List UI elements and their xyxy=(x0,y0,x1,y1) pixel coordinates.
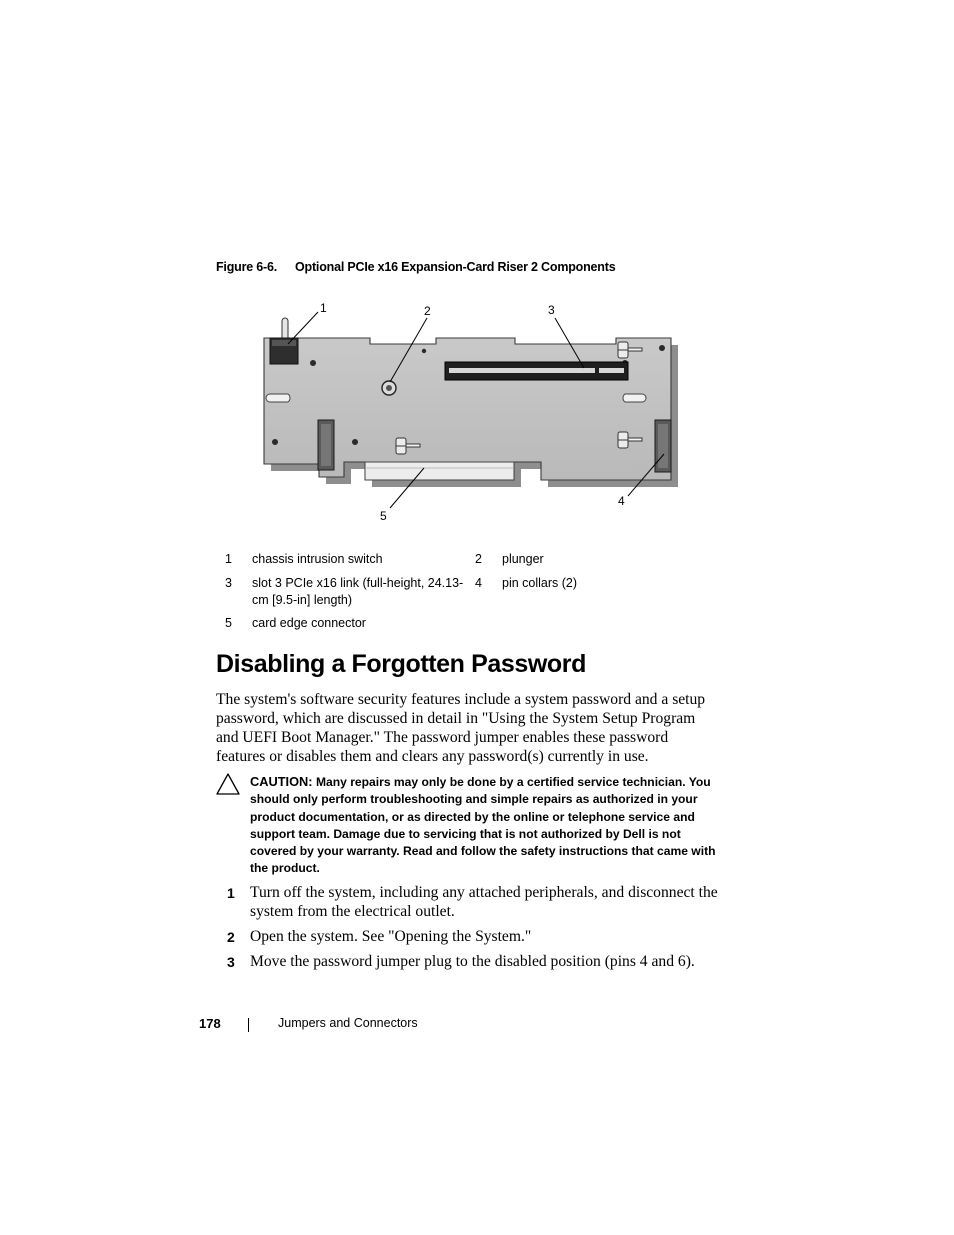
legend-text: chassis intrusion switch xyxy=(252,552,383,566)
callout-2: 2 xyxy=(424,304,431,318)
chassis-intrusion-switch xyxy=(270,318,298,364)
figure-caption xyxy=(216,260,615,274)
caution-note xyxy=(250,773,725,878)
legend-text: slot 3 PCIe x16 link (full-height, 24.13-cm [9.5-in] length) xyxy=(252,576,464,607)
callout-3: 3 xyxy=(548,303,555,317)
figure-number: Figure 6-6. xyxy=(216,260,278,274)
step-text: Turn off the system, including any attached peripherals, and disconnect the system from the electrical outlet. xyxy=(250,884,718,920)
legend-text: plunger xyxy=(502,552,544,566)
legend-number: 1 xyxy=(225,552,232,566)
legend-number: 5 xyxy=(225,616,232,630)
caution-icon xyxy=(216,773,240,795)
intro-paragraph: The system's software security features include a system password and a setup password, which are discussed in detail in "Using the System Setup Program and UEFI Boot Manager." The password jumper enables these password features or disables them and clears any password(s) currently in use. xyxy=(216,691,706,765)
step-text: Move the password jumper plug to the disabled position (pins 4 and 6). xyxy=(250,953,695,970)
legend-number: 4 xyxy=(475,576,482,590)
figure-title: Optional PCIe x16 Expansion-Card Riser 2 Components xyxy=(295,260,616,274)
step-number: 3 xyxy=(227,954,235,970)
legend-number: 2 xyxy=(475,552,482,566)
step-number: 2 xyxy=(227,929,235,945)
pcie-x16-slot xyxy=(445,362,628,380)
card-edge-connector xyxy=(365,462,514,480)
section-heading: Disabling a Forgotten Password xyxy=(216,650,586,678)
callout-1: 1 xyxy=(320,301,327,315)
caution-text: Many repairs may only be done by a certified service technician. You should only perform troubleshooting and simple repairs as authorized in your product documentation, or as directed by the online or telephone service and support team. Damage due to servicing that is not authorized by Dell is not covered by your warranty. Read and follow the safety instructions that came with the product. xyxy=(250,775,716,876)
pin-collar xyxy=(318,420,334,470)
callout-5: 5 xyxy=(380,509,387,523)
step-number: 1 xyxy=(227,885,235,901)
riser-board-illustration xyxy=(250,296,690,526)
plunger xyxy=(382,381,396,395)
step-text: Open the system. See "Opening the System." xyxy=(250,928,532,945)
footer-section-title: Jumpers and Connectors xyxy=(278,1016,418,1030)
legend-number: 3 xyxy=(225,576,232,590)
page-number: 178 xyxy=(199,1016,221,1031)
footer-divider xyxy=(248,1018,249,1032)
legend-text: card edge connector xyxy=(252,616,366,630)
pin-collar xyxy=(655,420,671,472)
legend-text: pin collars (2) xyxy=(502,576,578,590)
caution-label: CAUTION: xyxy=(250,774,313,789)
callout-4: 4 xyxy=(618,494,625,508)
